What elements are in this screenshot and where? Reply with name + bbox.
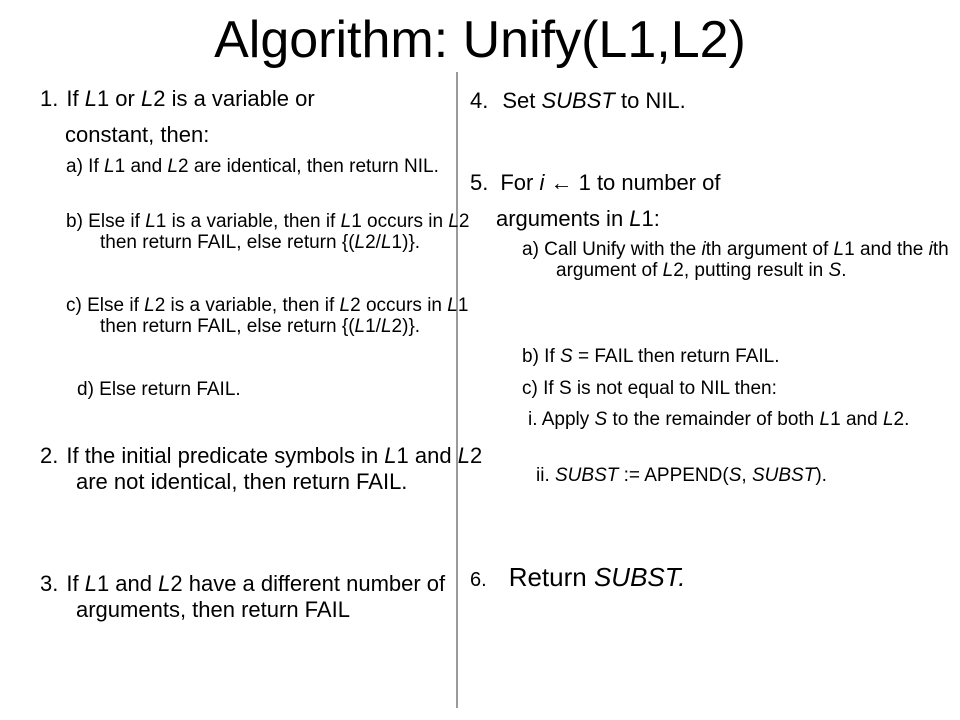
step-1b: b) Else if L1 is a variable, then if L1 occurs in L2 then return FAIL, else return {(L2/L1)}.	[66, 211, 470, 253]
step-2: 2. If the initial predicate symbols in L1 and L2 are not identical, then return FAIL.	[40, 443, 483, 494]
step-5-line-1: 5. For i ← 1 to number of	[470, 170, 721, 195]
step-5b: b) If S = FAIL then return FAIL.	[522, 346, 780, 367]
step-3: 3. If L1 and L2 have a different number of arguments, then return FAIL	[40, 571, 446, 622]
step-6: 6. Return SUBST.	[470, 562, 686, 592]
step-5a: a) Call Unify with the ith argument of L1 and the ith argument of L2, putting result in S.	[522, 239, 949, 281]
step-5	[470, 170, 940, 232]
step-4: 4. Set SUBST to NIL.	[470, 88, 686, 113]
slide-title: Algorithm: Unify(L1,L2)	[214, 11, 746, 69]
step-5c-ii: ii. SUBST := APPEND(S, SUBST).	[536, 465, 827, 486]
step-5c-i: i. Apply S to the remainder of both L1 and L2.	[528, 409, 910, 430]
step-5c: c) If S is not equal to NIL then:	[522, 378, 777, 399]
step-1	[40, 86, 450, 148]
step-5-line-2: arguments in L1:	[496, 206, 660, 231]
step-1a: a) If L1 and L2 are identical, then return NIL.	[66, 156, 439, 177]
step-1d: d) Else return FAIL.	[77, 379, 241, 400]
step-1-line-2: constant, then:	[65, 122, 210, 147]
step-1-line-1: 1. If L1 or L2 is a variable or	[40, 86, 315, 111]
step-1c: c) Else if L2 is a variable, then if L2 occurs in L1 then return FAIL, else return {(L1/L2)}.	[66, 295, 469, 337]
